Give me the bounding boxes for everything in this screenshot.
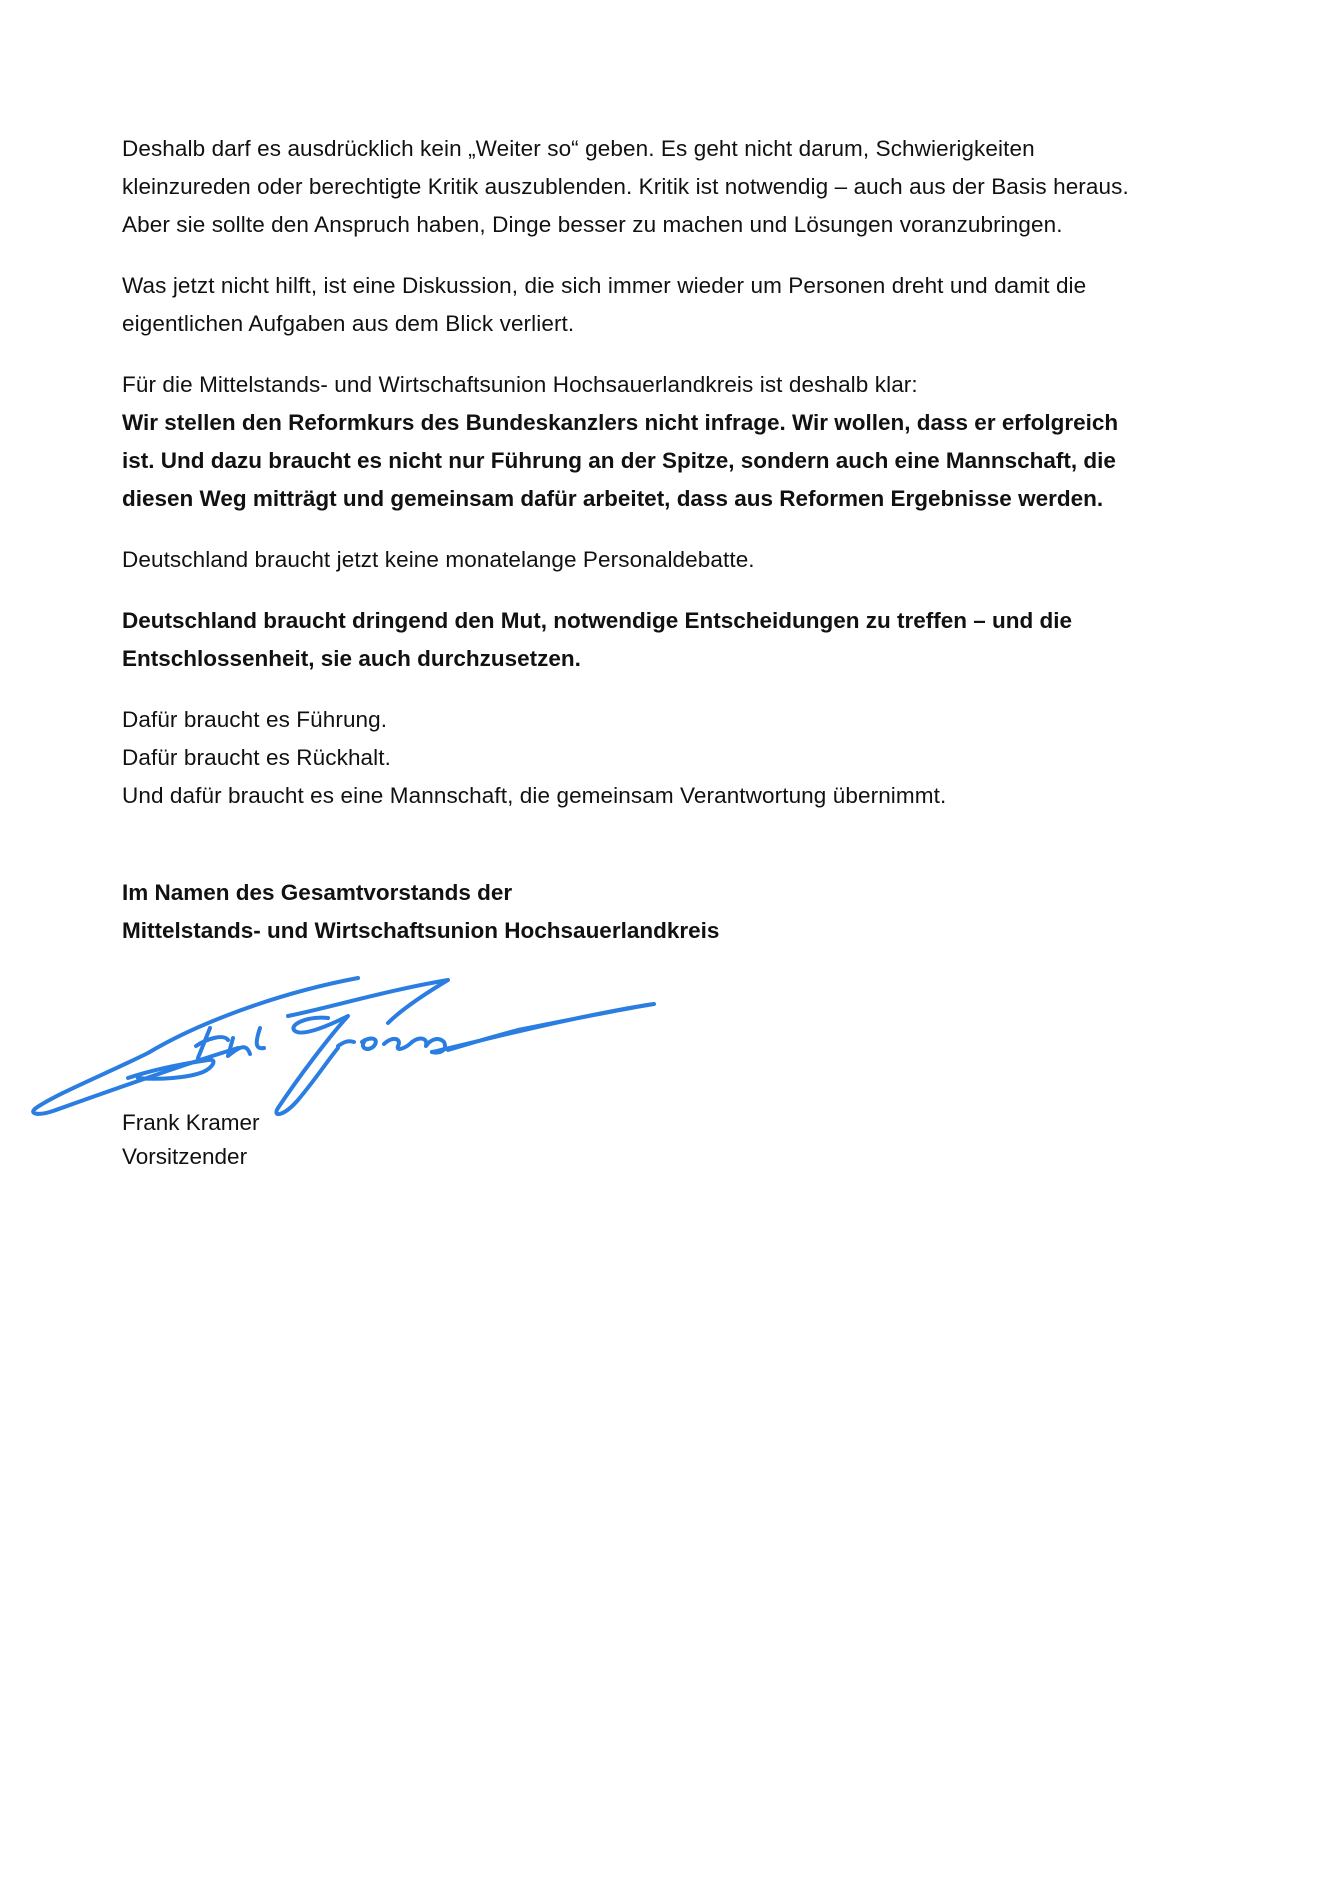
paragraph-line: Entschlossenheit, sie auch durchzusetzen. [122,646,581,671]
signer-name: Frank Kramer [122,1110,260,1135]
signature-stroke [276,1016,348,1114]
paragraph-line: ist. Und dazu braucht es nicht nur Führung an der Spitze, sondern auch eine Mannschaft, die [122,448,1116,473]
paragraph-courage-bold [122,602,1222,678]
paragraph-line: Und dafür braucht es eine Mannschaft, die gemeinsam Verantwortung übernimmt. [122,783,947,808]
paragraph-line: Dafür braucht es Rückhalt. [122,745,391,770]
paragraph-line: Für die Mittelstands- und Wirtschaftsunion Hochsauerlandkreis ist deshalb klar: [122,372,918,397]
paragraph-line: eigentlichen Aufgaben aus dem Blick verliert. [122,311,575,336]
paragraph-no-personnel-debate [122,541,1222,579]
closing-line: Im Namen des Gesamtvorstands der [122,880,513,905]
closing-salutation [122,874,1222,950]
paragraph-no-business-as-usual [122,130,1222,244]
paragraph-line: Deshalb darf es ausdrücklich kein „Weiter so“ geben. Es geht nicht darum, Schwierigkeiten [122,136,1035,161]
signature-stroke [338,1039,445,1053]
paragraph-line: diesen Weg mitträgt und gemeinsam dafür arbeitet, dass aus Reformen Ergebnisse werden. [122,486,1104,511]
paragraph-line: Wir stellen den Reformkurs des Bundeskanzlers nicht infrage. Wir wollen, dass er erfolgreich [122,410,1119,435]
paragraph-line: Deutschland braucht dringend den Mut, notwendige Entscheidungen zu treffen – und die [122,608,1073,633]
paragraph-line: kleinzureden oder berechtigte Kritik auszublenden. Kritik ist notwendig – auch aus der Basis heraus. [122,174,1129,199]
paragraph-leadership-lines [122,701,1222,815]
paragraph-line: Deutschland braucht jetzt keine monatelange Personaldebatte. [122,547,755,572]
signature-stroke [432,1004,654,1052]
paragraph-line: Was jetzt nicht hilft, ist eine Diskussion, die sich immer wieder um Personen dreht und damit die [122,273,1087,298]
paragraph-personnel-discussion [122,267,1222,343]
signer-role: Vorsitzender [122,1144,248,1169]
paragraph-line: Aber sie sollte den Anspruch haben, Dinge besser zu machen und Lösungen voranzubringen. [122,212,1063,237]
signature-ink [33,978,654,1114]
paragraph-line: Dafür braucht es Führung. [122,707,388,732]
closing-line: Mittelstands- und Wirtschaftsunion Hochsauerlandkreis [122,918,720,943]
signature-stroke [196,1028,264,1058]
handwritten-signature [28,968,678,1128]
paragraph-mit-position-intro [122,366,1222,404]
signer-block [122,1106,260,1174]
paragraph-reform-support-bold [122,404,1222,518]
